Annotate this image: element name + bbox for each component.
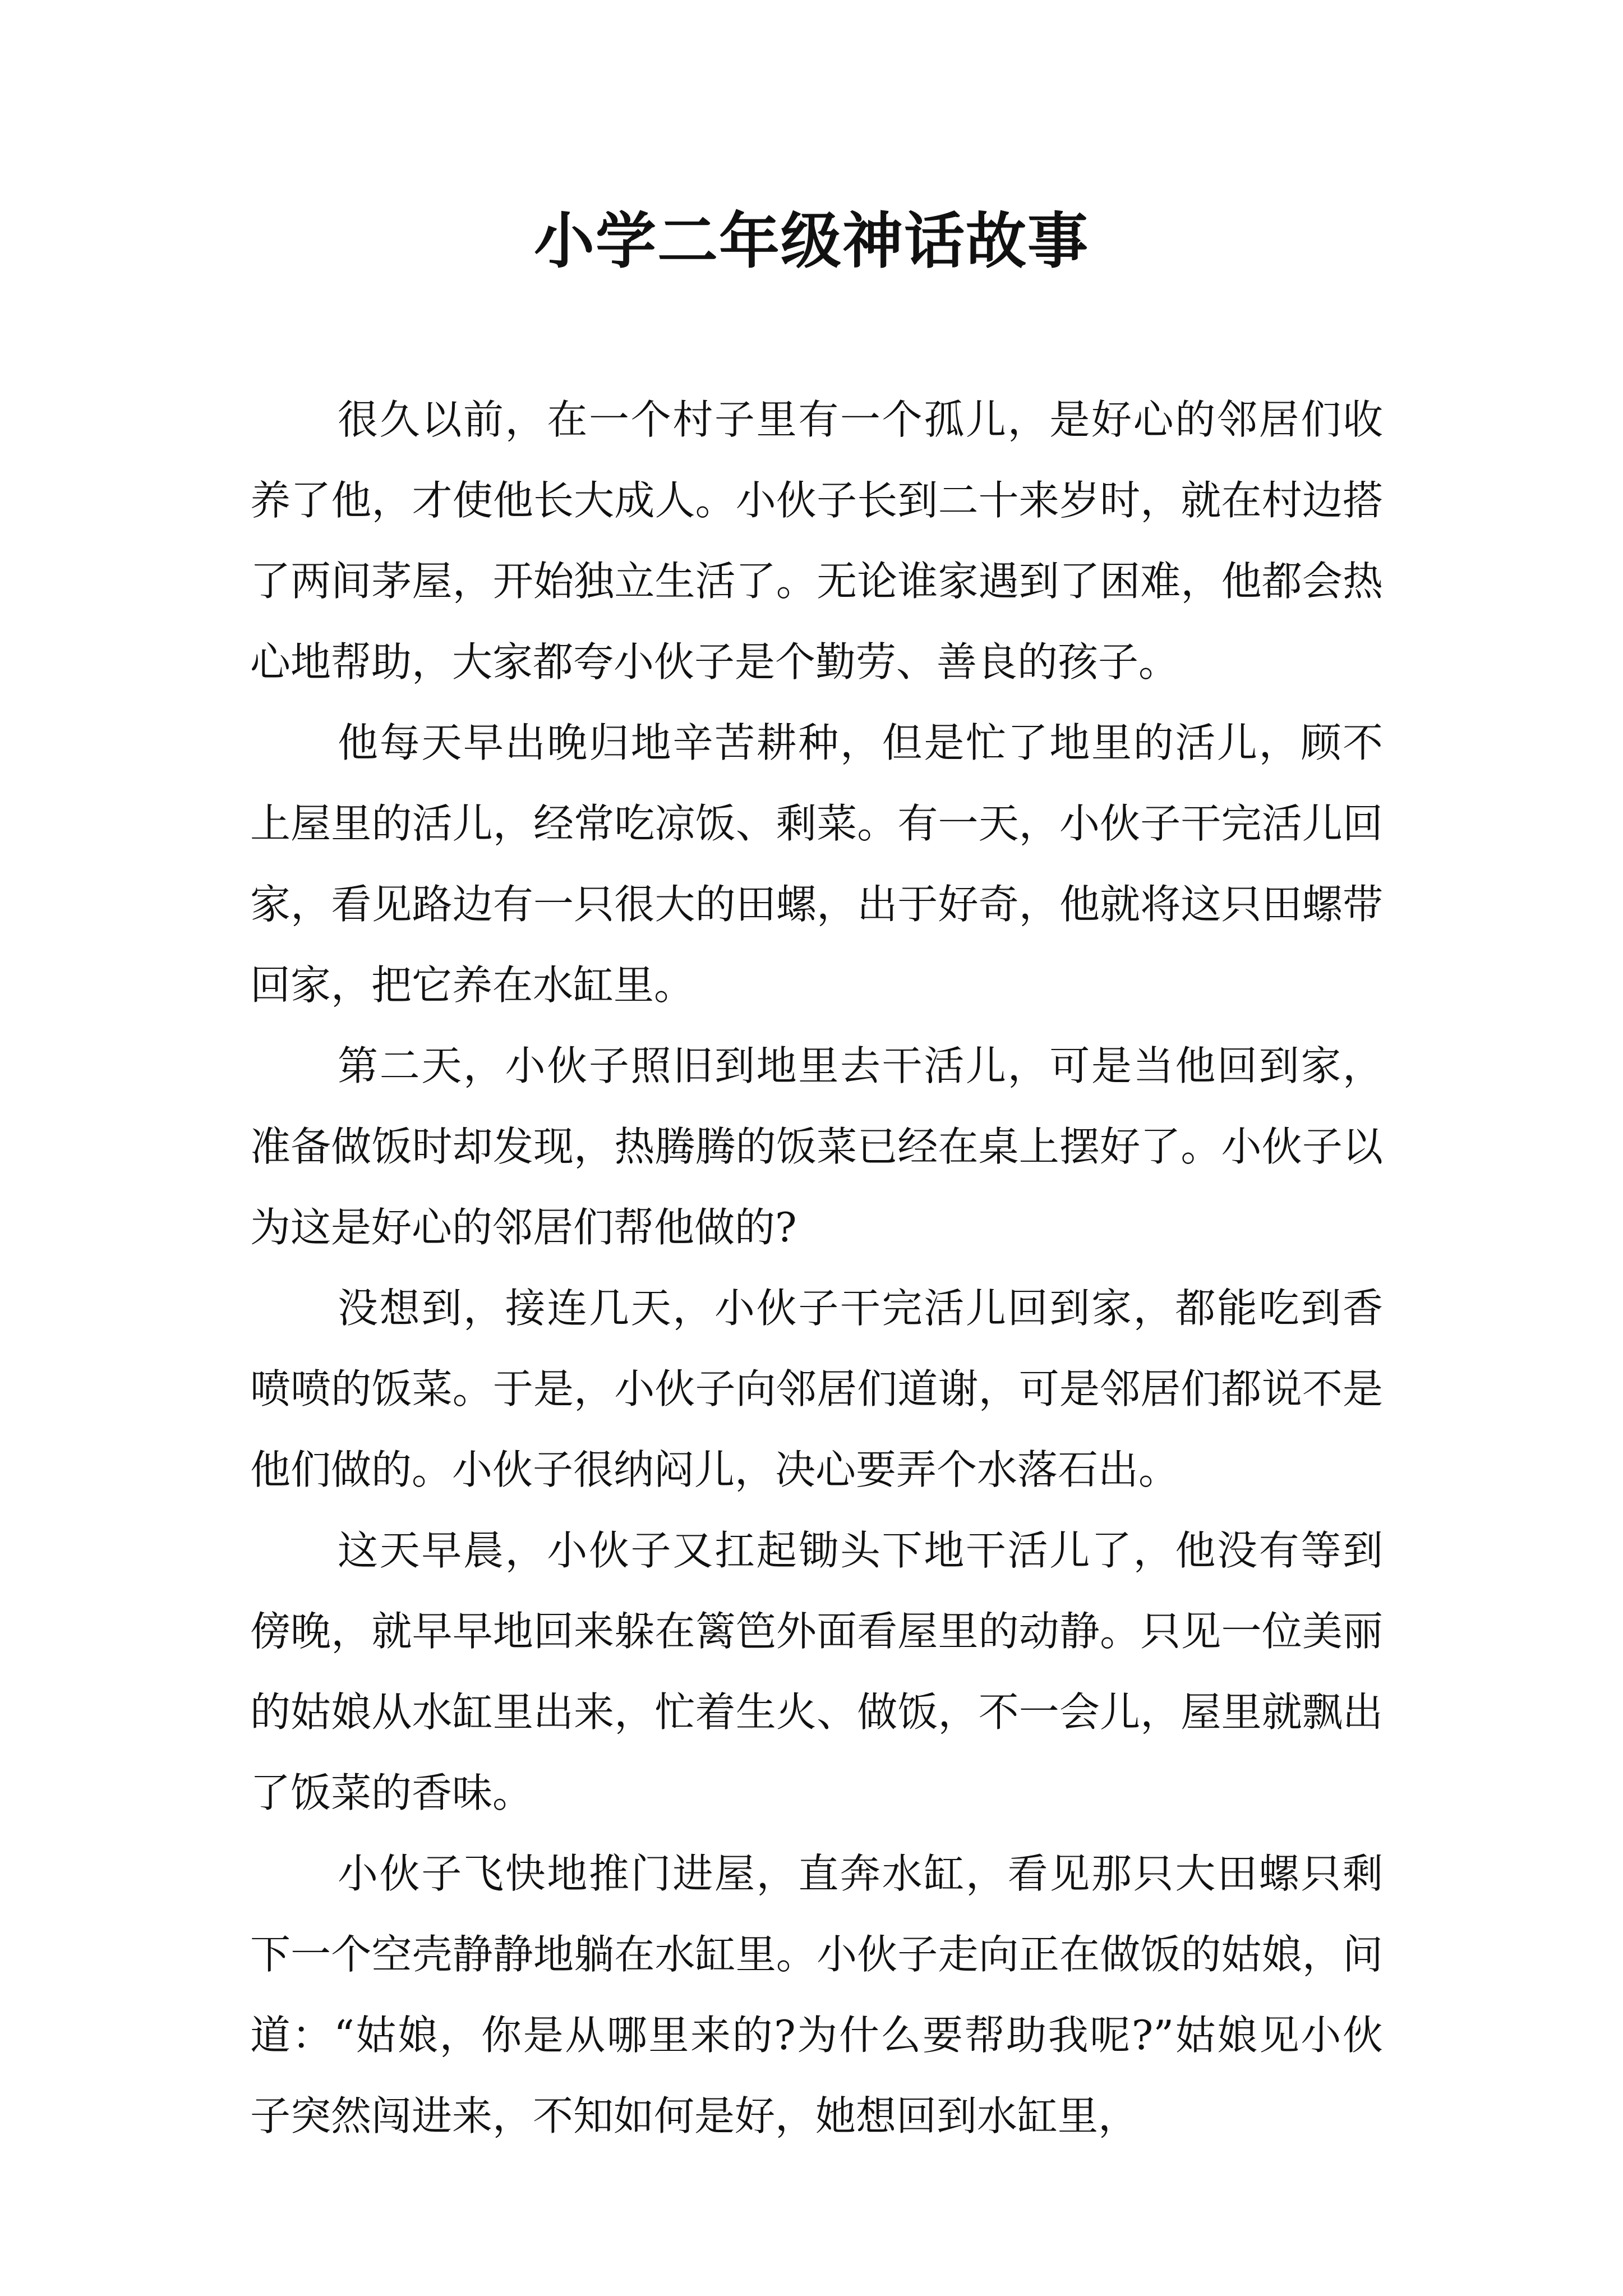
paragraph-3: 第二天，小伙子照旧到地里去干活儿，可是当他回到家，准备做饭时却发现，热腾腾的饭菜已经在桌上摆好了。小伙子以为这是好心的邻居们帮他做的? — [250, 1042, 1383, 1251]
paragraph-5: 这天早晨，小伙子又扛起锄头下地干活儿了，他没有等到傍晚，就早早地回来躲在篱笆外面看屋里的动静。只见一位美丽的姑娘从水缸里出来，忙着生火、做饭，不一会儿，屋里就飘出了饭菜的香味。 — [250, 1527, 1383, 1816]
paragraph-1: 很久以前，在一个村子里有一个孤儿，是好心的邻居们收养了他，才使他长大成人。小伙子长到二十来岁时，就在村边搭了两间茅屋，开始独立生活了。无论谁家遇到了困难，他都会热心地帮助，大家都夸小伙子是个勤劳、善良的孩子。 — [250, 396, 1383, 685]
paragraph-2: 他每天早出晚归地辛苦耕种，但是忙了地里的活儿，顾不上屋里的活儿，经常吃凉饭、剩菜。有一天，小伙子干完活儿回家，看见路边有一只很大的田螺，出于好奇，他就将这只田螺带回家，把它养在水缸里。 — [250, 719, 1383, 1009]
document-body — [250, 379, 1383, 2156]
paragraph-6: 小伙子飞快地推门进屋，直奔水缸，看见那只大田螺只剩下一个空壳静静地躺在水缸里。小伙子走向正在做饭的姑娘，问道：“姑娘，你是从哪里来的?为什么要帮助我呢?”姑娘见小伙子突然闯进来，不知如何是好，她想回到水缸里， — [250, 1850, 1383, 2139]
document-title: 小学二年级神话故事 — [533, 206, 1089, 277]
paragraph-4: 没想到，接连几天，小伙子干完活儿回到家，都能吃到香喷喷的饭菜。于是，小伙子向邻居们道谢，可是邻居们都说不是他们做的。小伙子很纳闷儿，决心要弄个水落石出。 — [250, 1285, 1383, 1493]
